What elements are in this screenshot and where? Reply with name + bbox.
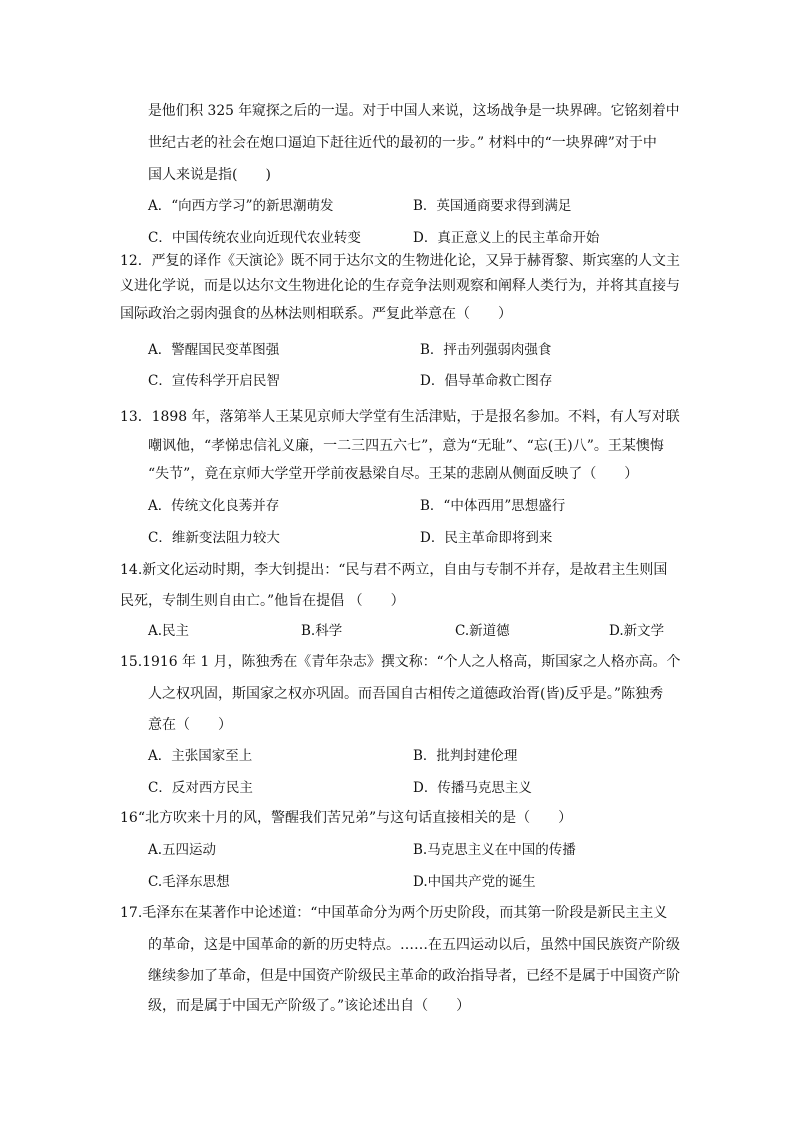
q15-option-a: A．主张国家至上: [148, 748, 253, 764]
q14-option-b: B.科学: [301, 623, 343, 639]
q13-stem-line-2: 嘲讽他，“孝悌忠信礼义廉，一二三四五六七”，意为“无耻”、“忘(王)八”。王某懊悔: [148, 438, 664, 454]
q13-option-b: B．“中体西用”思想盛行: [420, 498, 566, 514]
q14-option-c: C.新道德: [455, 623, 510, 639]
q11-option-c: C．中国传统农业向近现代农业转变: [148, 230, 361, 246]
q15-option-c: C．反对西方民主: [148, 780, 253, 796]
q17-stem-line-3: 继续参加了革命，但是中国资产阶级民主革命的政治指导者，已经不是属于中国资产阶: [148, 968, 680, 984]
q13-option-d: D．民主革命即将到来: [420, 530, 553, 546]
q15-stem-line-2: 人之权巩固，斯国家之权亦巩固。而吾国自古相传之道德政治胥(皆)反乎是。”陈独秀: [148, 686, 664, 702]
q12-option-b: B．抨击列强弱肉强食: [420, 342, 552, 358]
q13-stem-line-3: “失节”，竟在京师大学堂开学前夜悬梁自尽。王某的悲剧从侧面反映了（ ）: [148, 466, 639, 482]
q11-stem-line-2: 世纪古老的社会在炮口逼迫下赶往近代的最初的一步。” 材料中的“一块界碑”对于中: [148, 135, 657, 151]
q13-option-a: A．传统文化良莠并存: [148, 498, 280, 514]
q14-option-a: A.民主: [148, 623, 190, 639]
q12-option-d: D．倡导革命救亡图存: [420, 373, 553, 389]
q16-stem-line-1: 16“北方吹来十月的风，警醒我们苦兄弟”与这句话直接相关的是（ ）: [120, 810, 573, 826]
q16-option-b: B.马克思主义在中国的传播: [413, 842, 576, 858]
q13-option-c: C．维新变法阻力较大: [148, 530, 280, 546]
q11-option-d: D．真正意义上的民主革命开始: [413, 230, 600, 246]
q12-stem-line-1: 12．严复的译作《天演论》既不同于达尔文的生物进化论，又异于赫胥黎、斯宾塞的人文主: [120, 253, 680, 269]
q11-stem-line-1: 是他们积 325 年窥探之后的一逞。对于中国人来说，这场战争是一块界碑。它铭刻着中: [148, 103, 680, 119]
q14-stem-line-2: 民死，专制生则自由亡。”他旨在提倡 （ ）: [120, 593, 405, 609]
q11-option-b: B．英国通商要求得到满足: [413, 198, 572, 214]
q12-stem-line-2: 义进化学说，而是以达尔文生物进化论的生存竞争法则观察和阐释人类行为，并将其直接与: [120, 278, 680, 294]
q16-option-a: A.五四运动: [148, 842, 217, 858]
q17-stem-line-1: 17.毛泽东在某著作中论述道：“中国革命分为两个历史阶段，而其第一阶段是新民主主义: [120, 905, 668, 921]
q11-option-a: A．“向西方学习”的新思潮萌发: [148, 198, 334, 214]
q11-stem-line-3: 国人来说是指( ): [148, 167, 271, 183]
q17-stem-line-4: 级，而是属于中国无产阶级了。”该论述出自（ ）: [148, 998, 471, 1014]
q15-option-b: B．批判封建伦理: [413, 748, 518, 764]
q15-option-d: D．传播马克思主义: [413, 780, 532, 796]
q13-stem-line-1: 13．1898 年，落第举人王某见京师大学堂有生活津贴，于是报名参加。不料，有人写对联: [120, 409, 680, 425]
q16-option-c: C.毛泽东思想: [148, 874, 230, 890]
q15-stem-line-3: 意在（ ）: [148, 717, 232, 733]
q12-option-c: C．宣传科学开启民智: [148, 373, 280, 389]
q15-stem-line-1: 15.1916 年 1 月，陈独秀在《青年杂志》撰文称：“个人之人格高，斯国家之人格亦高。个: [120, 654, 681, 670]
q14-option-d: D.新文学: [609, 623, 665, 639]
q17-stem-line-2: 的革命，这是中国革命的新的历史特点。……在五四运动以后，虽然中国民族资产阶级: [148, 937, 680, 953]
q12-option-a: A．警醒国民变革图强: [148, 342, 280, 358]
q14-stem-line-1: 14.新文化运动时期，李大钊提出：“民与君不两立，自由与专制不并存，是故君主生则国: [120, 562, 668, 578]
q12-stem-line-3: 国际政治之弱肉强食的丛林法则相联系。严复此举意在（ ）: [120, 306, 512, 322]
q16-option-d: D.中国共产党的诞生: [413, 874, 536, 890]
